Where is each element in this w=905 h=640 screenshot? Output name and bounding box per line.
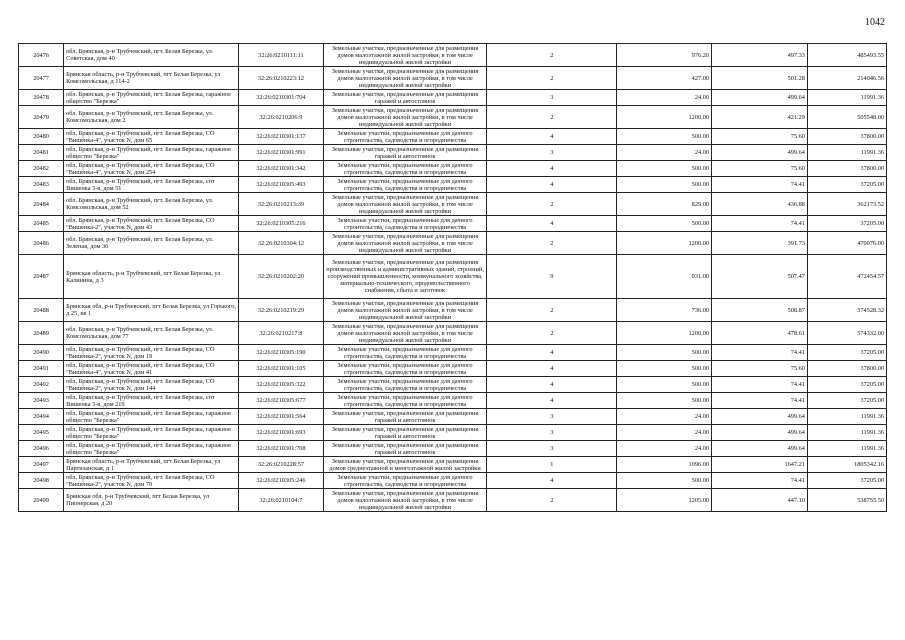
table-row [19,129,887,145]
area-cell: 500.00 [617,345,712,361]
specific-value-cell: 499.64 [712,441,808,457]
category-cell: 3 [487,145,617,161]
specific-value-cell: 75.60 [712,161,808,177]
area-cell: 1200.00 [617,106,712,129]
specific-value-cell: 499.64 [712,409,808,425]
cadastral-number-cell: 32:26:0210301:564 [239,409,324,425]
category-cell: 4 [487,345,617,361]
cadastral-number-cell: 32:26:0210305:677 [239,393,324,409]
area-cell: 736.00 [617,299,712,322]
category-cell: 4 [487,129,617,145]
table-row [19,361,887,377]
table-row [19,145,887,161]
cadastral-number-cell: 32:26:0210305:322 [239,377,324,393]
row-number: 20480 [19,129,64,145]
row-number: 20476 [19,44,64,67]
cadastral-number-cell: 32:26:0210217:8 [239,322,324,345]
area-cell: 1096.00 [617,457,712,473]
area-cell: 500.00 [617,377,712,393]
category-cell: 4 [487,216,617,232]
cadastral-value-cell: 37205.00 [807,345,886,361]
table-row [19,67,887,90]
land-use-cell: Земельные участки, предназначенные для дачного строительства, садоводства и огородничества [323,129,487,145]
specific-value-cell: 74.41 [712,377,808,393]
cadastral-value-cell: 470076.00 [807,232,886,255]
cadastral-value-cell: 362173.52 [807,193,886,216]
cadastral-value-cell: 37800.00 [807,161,886,177]
table-row [19,441,887,457]
land-use-cell: Земельные участки, предназначенные для размещения домов малоэтажной жилой застройки, в том числе индивидуальной жилой застройки [323,232,487,255]
area-cell: 24.00 [617,145,712,161]
cadastral-value-cell: 37205.00 [807,377,886,393]
row-number: 20492 [19,377,64,393]
cadastral-value-cell: 505548.00 [807,106,886,129]
cadastral-number-cell: 32:26:0210213:39 [239,193,324,216]
cadastral-number-cell: 32:26:0210305:493 [239,177,324,193]
cadastral-value-cell: 374528.32 [807,299,886,322]
category-cell: 2 [487,232,617,255]
area-cell: 427.00 [617,67,712,90]
cadastral-number-cell: 32:26:0210228:57 [239,457,324,473]
table-row [19,193,887,216]
cadastral-value-cell: 11991.36 [807,90,886,106]
table-row [19,322,887,345]
specific-value-cell: 74.41 [712,473,808,489]
specific-value-cell: 447.10 [712,489,808,512]
land-use-cell: Земельные участки, предназначенные для дачного строительства, садоводства и огородничества [323,177,487,193]
category-cell: 2 [487,322,617,345]
area-cell: 24.00 [617,441,712,457]
land-use-cell: Земельные участки, предназначенные для размещения гаражей и автостоянок [323,145,487,161]
address-cell: обл. Брянская, р-н Трубчевский, пгт. Белая Березка, гаражное общество "Березка" [64,90,239,106]
cadastral-number-cell: 32:26:0210202:20 [239,255,324,299]
cadastral-value-cell: 485493.55 [807,44,886,67]
row-number: 20479 [19,106,64,129]
table-row [19,255,887,299]
cadastral-value-cell: 37800.00 [807,129,886,145]
address-cell: Брянская область, р-н Трубчевский, пгт Белая Березка, ул Партизанская, д 1 [64,457,239,473]
table-row [19,90,887,106]
area-cell: 1200.00 [617,322,712,345]
land-use-cell: Земельные участки, предназначенные для размещения гаражей и автостоянок [323,409,487,425]
cadastral-number-cell: 32:26:0210301:991 [239,145,324,161]
land-use-cell: Земельные участки, предназначенные для дачного строительства, садоводства и огородничества [323,393,487,409]
cadastral-value-cell: 214046.56 [807,67,886,90]
specific-value-cell: 507.47 [712,255,808,299]
category-cell: 4 [487,177,617,193]
row-number: 20497 [19,457,64,473]
table-row [19,489,887,512]
specific-value-cell: 1647.21 [712,457,808,473]
area-cell: 931.00 [617,255,712,299]
land-use-cell: Земельные участки, предназначенные для размещения домов среднеэтажной и многоэтажной жилой застройки [323,457,487,473]
address-cell: обл. Брянская, р-н Трубчевский, пгт. Белая Березка, ул. Советская, дом 40 [64,44,239,67]
land-use-cell: Земельные участки, предназначенные для размещения гаражей и автостоянок [323,90,487,106]
land-use-cell: Земельные участки, предназначенные для размещения гаражей и автостоянок [323,425,487,441]
address-cell: обл. Брянская, р-н Трубчевский, пгт. Белая Березка, ул. Комсомольская, дом 52 [64,193,239,216]
address-cell: обл. Брянская, р-н Трубчевский, пгт. Белая Березка, гаражное общество "Березка" [64,441,239,457]
specific-value-cell: 74.41 [712,393,808,409]
address-cell: Брянская область, р-н Трубчевский, пгт Белая Березка, ул Комсомольская, д 114-2 [64,67,239,90]
category-cell: 4 [487,377,617,393]
cadastral-number-cell: 32:26:0210305:190 [239,345,324,361]
category-cell: 2 [487,67,617,90]
category-cell: 2 [487,106,617,129]
cadastral-number-cell: 32:26:0210301:105 [239,361,324,377]
cadastral-value-cell: 37205.00 [807,393,886,409]
specific-value-cell: 75.60 [712,129,808,145]
cadastral-value-cell: 11991.36 [807,145,886,161]
address-cell: обл. Брянская, р-н Трубчевский, пгт. Белая Березка, снт Вишенка 3-я, дом 51 [64,177,239,193]
cadastral-value-cell: 11991.36 [807,425,886,441]
cadastral-number-cell: 32:26:0210305:216 [239,216,324,232]
area-cell: 829.00 [617,193,712,216]
specific-value-cell: 497.33 [712,44,808,67]
specific-value-cell: 499.64 [712,90,808,106]
address-cell: обл. Брянская, р-н Трубчевский, пгт. Белая Березка, СО "Вишенка-2", участок N, дом 144 [64,377,239,393]
table-row [19,409,887,425]
cadastral-value-cell: 37800.00 [807,361,886,377]
row-number: 20494 [19,409,64,425]
category-cell: 3 [487,441,617,457]
cadastral-value-cell: 11991.36 [807,441,886,457]
land-use-cell: Земельные участки, предназначенные для размещения домов малоэтажной жилой застройки, в том числе индивидуальной жилой застройки [323,67,487,90]
table-row [19,44,887,67]
row-number: 20490 [19,345,64,361]
table-row [19,345,887,361]
table-row [19,177,887,193]
land-use-cell: Земельные участки, предназначенные для размещения домов малоэтажной жилой застройки, в том числе индивидуальной жилой застройки [323,299,487,322]
address-cell: обл. Брянская, р-н Трубчевский, пгт. Белая Березка, СО "Вишенка-2", участок N, дом 70 [64,473,239,489]
area-cell: 24.00 [617,90,712,106]
category-cell: 9 [487,255,617,299]
row-number: 20487 [19,255,64,299]
area-cell: 500.00 [617,393,712,409]
row-number: 20493 [19,393,64,409]
cadastral-number-cell: 32:26:0210223:12 [239,67,324,90]
cadastral-number-cell: 32:26:0210301:693 [239,425,324,441]
page-number: 1042 [865,17,885,28]
table-row [19,216,887,232]
cadastral-number-cell: 32:26:0210301:342 [239,161,324,177]
category-cell: 4 [487,161,617,177]
table-row [19,457,887,473]
address-cell: обл. Брянская, р-н Трубчевский, пгт. Белая Березка, СО "Вишенка-2", участок N, дом 43 [64,216,239,232]
category-cell: 3 [487,90,617,106]
cadastral-number-cell: 32:26:0210301:708 [239,441,324,457]
cadastral-number-cell: 32:26:0210304:12 [239,232,324,255]
address-cell: обл. Брянская, р-н Трубчевский, пгт. Белая Березка, СО "Вишенка-4", участок N, дом 41 [64,361,239,377]
specific-value-cell: 421.29 [712,106,808,129]
land-use-cell: Земельные участки, предназначенные для размещения домов малоэтажной жилой застройки, в том числе индивидуальной жилой застройки [323,44,487,67]
row-number: 20499 [19,489,64,512]
cadastral-number-cell: 32:26:0210305:246 [239,473,324,489]
row-number: 20484 [19,193,64,216]
table-row [19,393,887,409]
land-use-cell: Земельные участки, предназначенные для размещения производственных и административных зданий, строений, сооружений промышленности, коммунального хозяйства, материально-технического, продовольственного снабжения, сбыта и заготовок [323,255,487,299]
specific-value-cell: 74.41 [712,345,808,361]
row-number: 20495 [19,425,64,441]
area-cell: 976.20 [617,44,712,67]
specific-value-cell: 74.41 [712,216,808,232]
land-use-cell: Земельные участки, предназначенные для дачного строительства, садоводства и огородничества [323,161,487,177]
table-row [19,473,887,489]
category-cell: 2 [487,299,617,322]
land-use-cell: Земельные участки, предназначенные для размещения домов малоэтажной жилой застройки, в том числе индивидуальной жилой застройки [323,489,487,512]
land-use-cell: Земельные участки, предназначенные для дачного строительства, садоводства и огородничества [323,216,487,232]
area-cell: 1200.00 [617,232,712,255]
address-cell: обл. Брянская, р-н Трубчевский, пгт. Белая Березка, СО "Вишенка-4", участок N, дом 254 [64,161,239,177]
area-cell: 500.00 [617,473,712,489]
area-cell: 500.00 [617,361,712,377]
row-number: 20496 [19,441,64,457]
land-use-cell: Земельные участки, предназначенные для дачного строительства, садоводства и огородничества [323,361,487,377]
land-use-cell: Земельные участки, предназначенные для размещения домов малоэтажной жилой застройки, в том числе индивидуальной жилой застройки [323,106,487,129]
row-number: 20488 [19,299,64,322]
cadastral-value-cell: 37205.00 [807,177,886,193]
row-number: 20498 [19,473,64,489]
table-row [19,232,887,255]
land-registry-table [18,43,887,512]
land-use-cell: Земельные участки, предназначенные для размещения домов малоэтажной жилой застройки, в том числе индивидуальной жилой застройки [323,322,487,345]
category-cell: 4 [487,361,617,377]
specific-value-cell: 499.64 [712,425,808,441]
specific-value-cell: 436.88 [712,193,808,216]
area-cell: 500.00 [617,216,712,232]
address-cell: обл. Брянская, р-н Трубчевский, пгт. Белая Березка, снт Вишенка 3-я, дом 219 [64,393,239,409]
area-cell: 500.00 [617,129,712,145]
cadastral-value-cell: 37205.00 [807,216,886,232]
land-use-cell: Земельные участки, предназначенные для размещения гаражей и автостоянок [323,441,487,457]
cadastral-number-cell: 32:26:0210301:137 [239,129,324,145]
cadastral-value-cell: 11991.36 [807,409,886,425]
cadastral-number-cell: 32:26:0210104:7 [239,489,324,512]
address-cell: обл. Брянская, р-н Трубчевский, пгт. Белая Березка, ул. Зеленая, дом 36 [64,232,239,255]
table-row [19,377,887,393]
category-cell: 2 [487,193,617,216]
row-number: 20481 [19,145,64,161]
row-number: 20486 [19,232,64,255]
cadastral-number-cell: 32:26:0210111:11 [239,44,324,67]
cadastral-number-cell: 32:26:0210219:29 [239,299,324,322]
address-cell: Брянская обл, р-н Трубчевский, пгт Белая Березка, ул Горького, д 25, кв 1 [64,299,239,322]
row-number: 20491 [19,361,64,377]
cadastral-number-cell: 32:26:0210206:9 [239,106,324,129]
category-cell: 4 [487,393,617,409]
table-row [19,161,887,177]
specific-value-cell: 478.61 [712,322,808,345]
cadastral-value-cell: 472454.57 [807,255,886,299]
table-body [19,44,887,512]
category-cell: 3 [487,409,617,425]
land-use-cell: Земельные участки, предназначенные для дачного строительства, садоводства и огородничества [323,345,487,361]
specific-value-cell: 391.73 [712,232,808,255]
category-cell: 3 [487,425,617,441]
specific-value-cell: 508.87 [712,299,808,322]
category-cell: 2 [487,44,617,67]
address-cell: обл. Брянская, р-н Трубчевский, пгт. Белая Березка, гаражное общество "Березка" [64,425,239,441]
table-row [19,425,887,441]
table-row [19,299,887,322]
cadastral-value-cell: 37205.00 [807,473,886,489]
specific-value-cell: 499.64 [712,145,808,161]
address-cell: Брянская область, р-н Трубчевский, пгт Белая Березка, ул Калинина, д 3 [64,255,239,299]
cadastral-number-cell: 32:26:0210301:704 [239,90,324,106]
row-number: 20477 [19,67,64,90]
area-cell: 500.00 [617,161,712,177]
address-cell: обл. Брянская, р-н Трубчевский, пгт. Белая Березка, гаражное общество "Березка" [64,145,239,161]
table-row [19,106,887,129]
cadastral-value-cell: 1805342.16 [807,457,886,473]
row-number: 20483 [19,177,64,193]
address-cell: обл. Брянская, р-н Трубчевский, пгт. Белая Березка, СО "Вишенка-4", участок N, дом 65 [64,129,239,145]
cadastral-value-cell: 538755.50 [807,489,886,512]
specific-value-cell: 501.28 [712,67,808,90]
area-cell: 24.00 [617,409,712,425]
area-cell: 24.00 [617,425,712,441]
land-use-cell: Земельные участки, предназначенные для размещения домов малоэтажной жилой застройки, в том числе индивидуальной жилой застройки [323,193,487,216]
specific-value-cell: 75.60 [712,361,808,377]
category-cell: 4 [487,473,617,489]
area-cell: 500.00 [617,177,712,193]
address-cell: Брянская обл, р-н Трубчевский, пгт Белая Березка, ул Пионерская, д 20 [64,489,239,512]
row-number: 20478 [19,90,64,106]
address-cell: обл. Брянская, р-н Трубчевский, пгт. Белая Березка, ул. Комсомольская, дом 77 [64,322,239,345]
land-use-cell: Земельные участки, предназначенные для дачного строительства, садоводства и огородничества [323,473,487,489]
row-number: 20485 [19,216,64,232]
specific-value-cell: 74.41 [712,177,808,193]
land-use-cell: Земельные участки, предназначенные для дачного строительства, садоводства и огородничества [323,377,487,393]
address-cell: обл. Брянская, р-н Трубчевский, пгт. Белая Березка, ул. Комсомольская, дом 2 [64,106,239,129]
row-number: 20482 [19,161,64,177]
category-cell: 2 [487,489,617,512]
cadastral-value-cell: 574332.00 [807,322,886,345]
row-number: 20489 [19,322,64,345]
address-cell: обл. Брянская, р-н Трубчевский, пгт. Белая Березка, СО "Вишенка-2", участок N, дом 19 [64,345,239,361]
area-cell: 1205.00 [617,489,712,512]
address-cell: обл. Брянская, р-н Трубчевский, пгт. Белая Березка, гаражное общество "Березка" [64,409,239,425]
category-cell: 1 [487,457,617,473]
